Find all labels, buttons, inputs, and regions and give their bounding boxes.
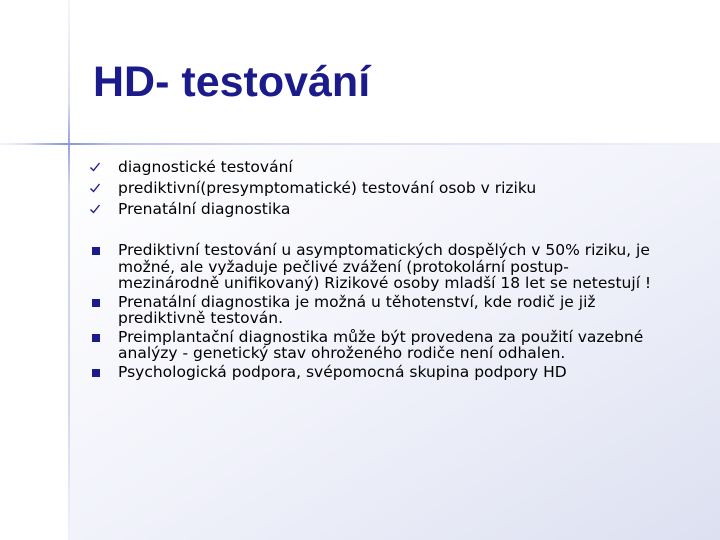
square-list-item-text: Preimplantační diagnostika může být provedena za použití vazebné analýzy - genetický stav ohroženého rodiče není odhalen. <box>118 327 644 362</box>
square-bullet-icon <box>92 247 100 255</box>
checkmark-icon <box>89 161 101 173</box>
square-bullet-icon <box>92 369 100 377</box>
check-list-item <box>89 199 669 220</box>
square-list-item-text: Prediktivní testování u asymptomatických dospělých v 50% riziku, je možné, ale vyžaduje pečlivé zvážení (protokolární postup-mezinárodně unifikovaný) Rizikové osoby mladší 18 let se netestují ! <box>118 241 652 292</box>
square-list-item <box>89 294 669 327</box>
check-list-item <box>89 178 669 199</box>
sparkle-horizontal-decoration <box>26 143 112 145</box>
sparkle-vertical-decoration <box>68 103 70 187</box>
square-list-item <box>89 242 669 292</box>
square-bullet-icon <box>92 299 100 307</box>
square-list-item-text: Psychologická podpora, svépomocná skupina podpory HD <box>118 362 567 381</box>
square-list-item <box>89 364 669 381</box>
vertical-accent-line <box>68 0 70 540</box>
slide-title: HD- testování <box>93 58 371 106</box>
checkmark-icon <box>89 203 101 215</box>
check-list-item-text: diagnostické testování <box>118 158 293 176</box>
square-bullet-list <box>89 242 669 382</box>
check-bullet-list <box>89 157 669 220</box>
check-list-item-text: prediktivní(presymptomatické) testování osob v riziku <box>118 179 537 197</box>
square-list-item <box>89 329 669 362</box>
check-list-item-text: Prenatální diagnostika <box>118 200 291 218</box>
checkmark-icon <box>89 182 101 194</box>
square-bullet-icon <box>92 334 100 342</box>
square-list-item-text: Prenatální diagnostika je možná u těhotenství, kde rodič je již prediktivně testován. <box>118 292 596 327</box>
check-list-item <box>89 157 669 178</box>
